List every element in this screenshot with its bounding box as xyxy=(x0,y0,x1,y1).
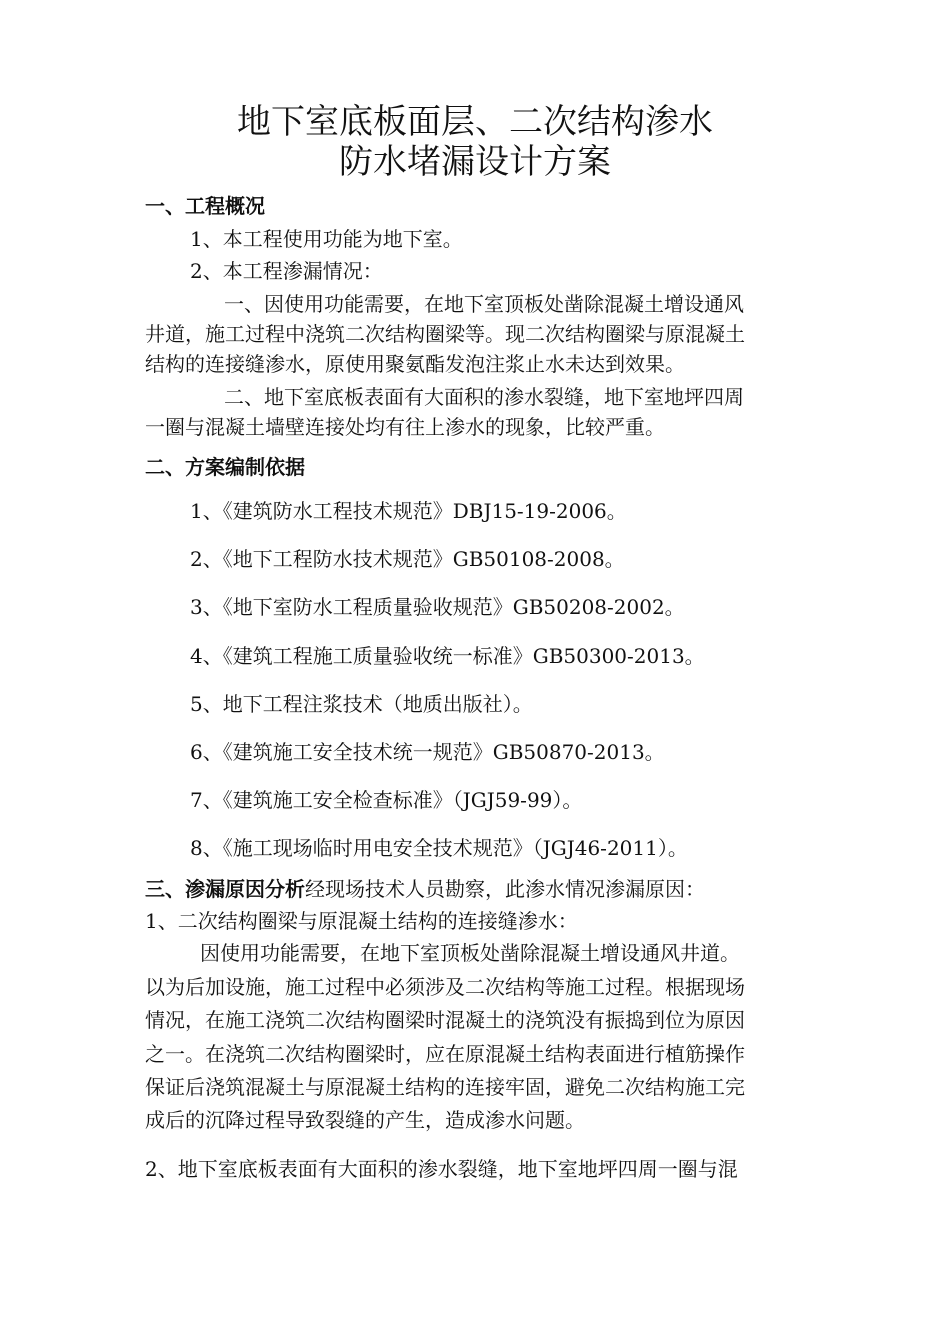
reference-item: 4、《建筑工程施工质量验收统一标准》GB50300-2013。 xyxy=(190,644,705,668)
section-1-para-1-line-3: 结构的连接缝渗水，原使用聚氨酯发泡注浆止水未达到效果。 xyxy=(145,352,685,376)
section-3-para-line-6: 成后的沉降过程导致裂缝的产生，造成渗水问题。 xyxy=(145,1108,585,1132)
section-3-para-line-1: 因使用功能需要，在地下室顶板处凿除混凝土增设通风井道。 xyxy=(200,941,740,965)
section-1-item-2: 2、本工程渗漏情况： xyxy=(190,259,383,283)
section-1-para-2-line-1: 二、地下室底板表面有大面积的渗水裂缝，地下室地坪四周 xyxy=(224,385,744,409)
reference-item: 1、《建筑防水工程技术规范》DBJ15-19-2006。 xyxy=(190,499,627,523)
reference-item: 8、《施工现场临时用电安全技术规范》（JGJ46-2011）。 xyxy=(190,836,688,860)
reference-item: 2、《地下工程防水技术规范》GB50108-2008。 xyxy=(190,547,625,571)
section-3-subheading-2: 2、地下室底板表面有大面积的渗水裂缝，地下室地坪四周一圈与混 xyxy=(145,1157,738,1181)
section-1-para-2-line-2: 一圈与混凝土墙壁连接处均有往上渗水的现象，比较严重。 xyxy=(145,415,665,439)
section-3-para-line-2: 以为后加设施，施工过程中必须涉及二次结构等施工过程。根据现场 xyxy=(145,975,745,999)
document-title-line-1: 地下室底板面层、二次结构渗水 xyxy=(237,102,713,142)
section-3-para-line-3: 情况，在施工浇筑二次结构圈梁时混凝土的浇筑没有振捣到位为原因 xyxy=(145,1008,745,1032)
reference-item: 7、《建筑施工安全检查标准》（JGJ59-99）。 xyxy=(190,788,583,812)
reference-item: 3、《地下室防水工程质量验收规范》GB50208-2002。 xyxy=(190,595,685,619)
section-1-item-1: 1、本工程使用功能为地下室。 xyxy=(190,227,463,251)
section-2-heading: 二、方案编制依据 xyxy=(145,455,305,479)
section-3-para-line-5: 保证后浇筑混凝土与原混凝土结构的连接牢固，避免二次结构施工完 xyxy=(145,1075,745,1099)
section-3-subheading-1: 1、二次结构圈梁与原混凝土结构的连接缝渗水： xyxy=(145,909,578,933)
section-3-heading-line xyxy=(145,874,705,904)
section-1-para-1-line-1: 一、因使用功能需要，在地下室顶板处凿除混凝土增设通风 xyxy=(224,292,744,316)
section-1-heading: 一、工程概况 xyxy=(145,194,265,218)
section-3-para-line-4: 之一。在浇筑二次结构圈梁时，应在原混凝土结构表面进行植筋操作 xyxy=(145,1042,745,1066)
reference-item: 6、《建筑施工安全技术统一规范》GB50870-2013。 xyxy=(190,740,665,764)
section-1-para-1-line-2: 井道，施工过程中浇筑二次结构圈梁等。现二次结构圈梁与原混凝土 xyxy=(145,322,745,346)
section-3-heading-tail: 经现场技术人员勘察，此渗水情况渗漏原因： xyxy=(305,877,705,901)
section-3-heading: 三、渗漏原因分析 xyxy=(145,877,305,901)
document-title-line-2: 防水堵漏设计方案 xyxy=(339,142,611,182)
reference-item: 5、地下工程注浆技术（地质出版社）。 xyxy=(190,692,533,716)
